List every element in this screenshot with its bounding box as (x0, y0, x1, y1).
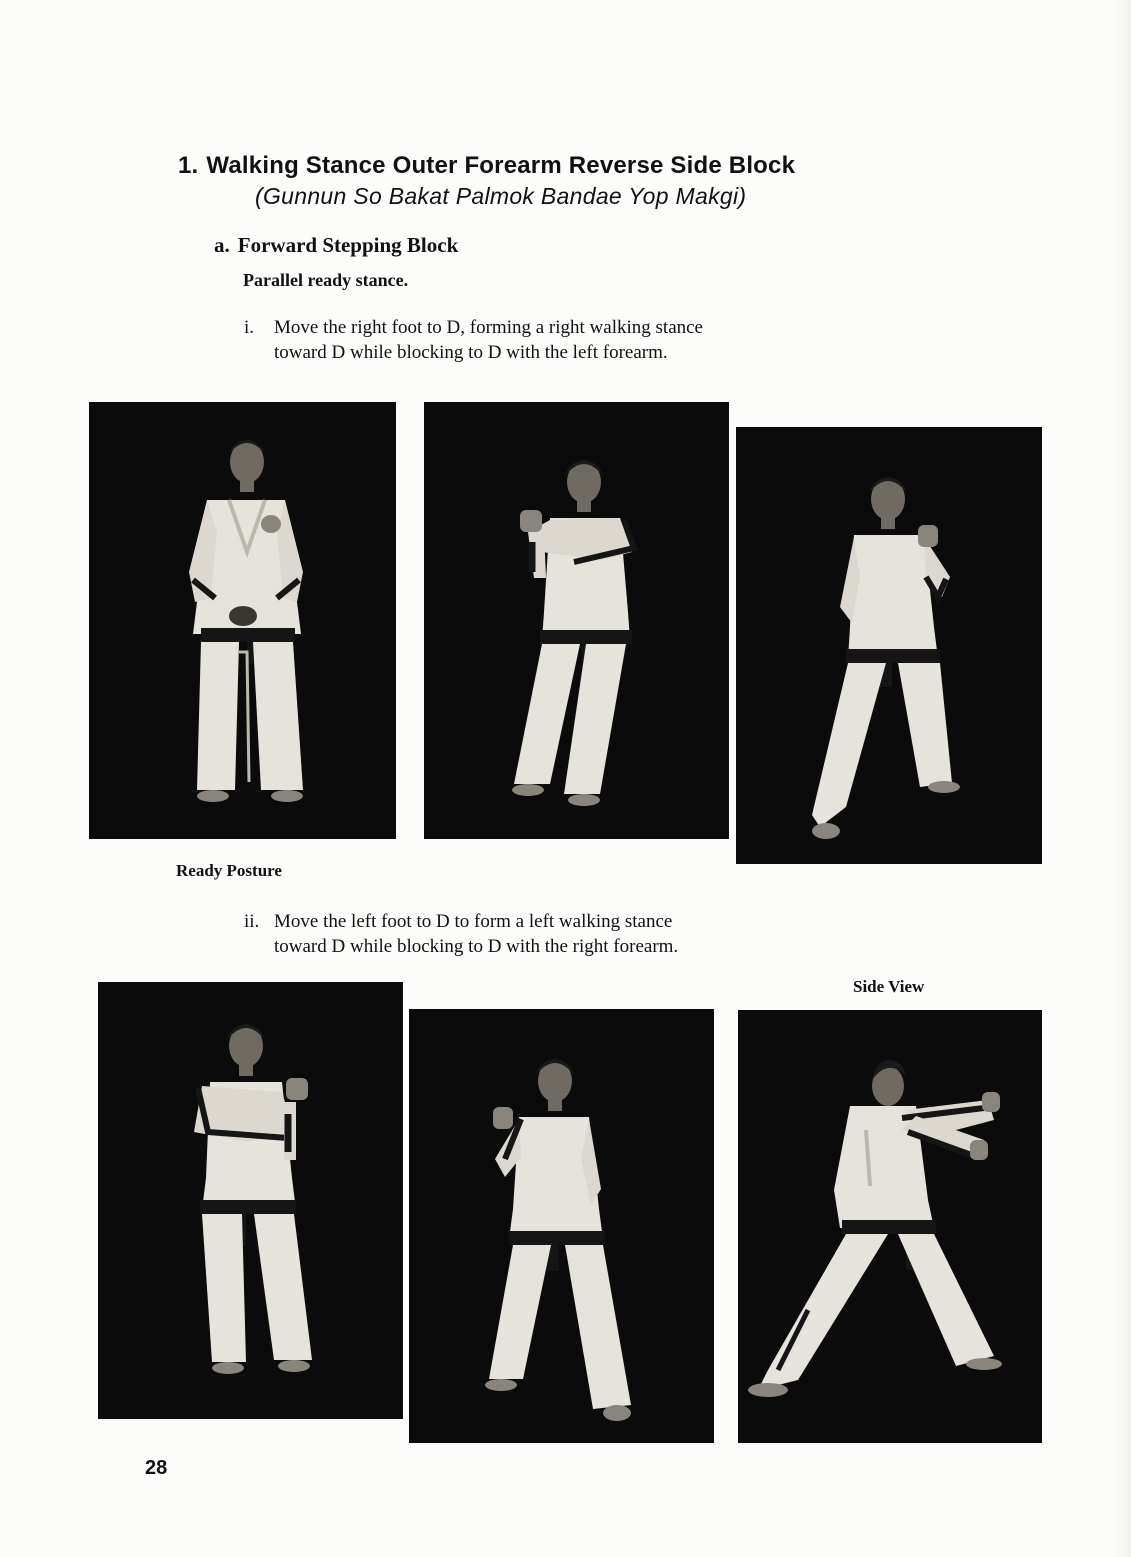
subsection-marker: a. (214, 233, 230, 257)
photo-step-1-chamber (424, 402, 729, 839)
photo-step-2-side-view (738, 1010, 1042, 1443)
section-title: Walking Stance Outer Forearm Reverse Side Block (206, 152, 796, 179)
step-line: toward D while blocking to D with the right forearm. (274, 936, 679, 957)
step-line: Move the left foot to D to form a left walking stance (274, 911, 673, 932)
page-edge-shadow (1113, 0, 1131, 1557)
subsection-title: Forward Stepping Block (237, 233, 459, 257)
photo-step-1-block (736, 427, 1042, 864)
step-marker: ii. (244, 911, 260, 932)
photo-step-2-block (409, 1009, 714, 1443)
section-number: 1. (178, 152, 199, 179)
subsection-heading (214, 233, 458, 258)
page-number: 28 (145, 1457, 168, 1479)
step-instruction (244, 909, 678, 959)
step-instruction (244, 315, 703, 365)
step-line: Move the right foot to D, forming a right walking stance (274, 317, 703, 338)
section-subtitle: (Gunnun So Bakat Palmok Bandae Yop Makgi) (255, 183, 747, 209)
photo-ready-posture (89, 402, 396, 839)
step-line: toward D while blocking to D with the left forearm. (274, 342, 668, 363)
section-heading (178, 152, 795, 180)
caption-side-view: Side View (853, 977, 925, 996)
caption-ready-posture: Ready Posture (176, 861, 282, 880)
step-marker: i. (244, 317, 255, 338)
ready-stance-text: Parallel ready stance. (243, 270, 409, 290)
photo-step-2-chamber (98, 982, 403, 1419)
